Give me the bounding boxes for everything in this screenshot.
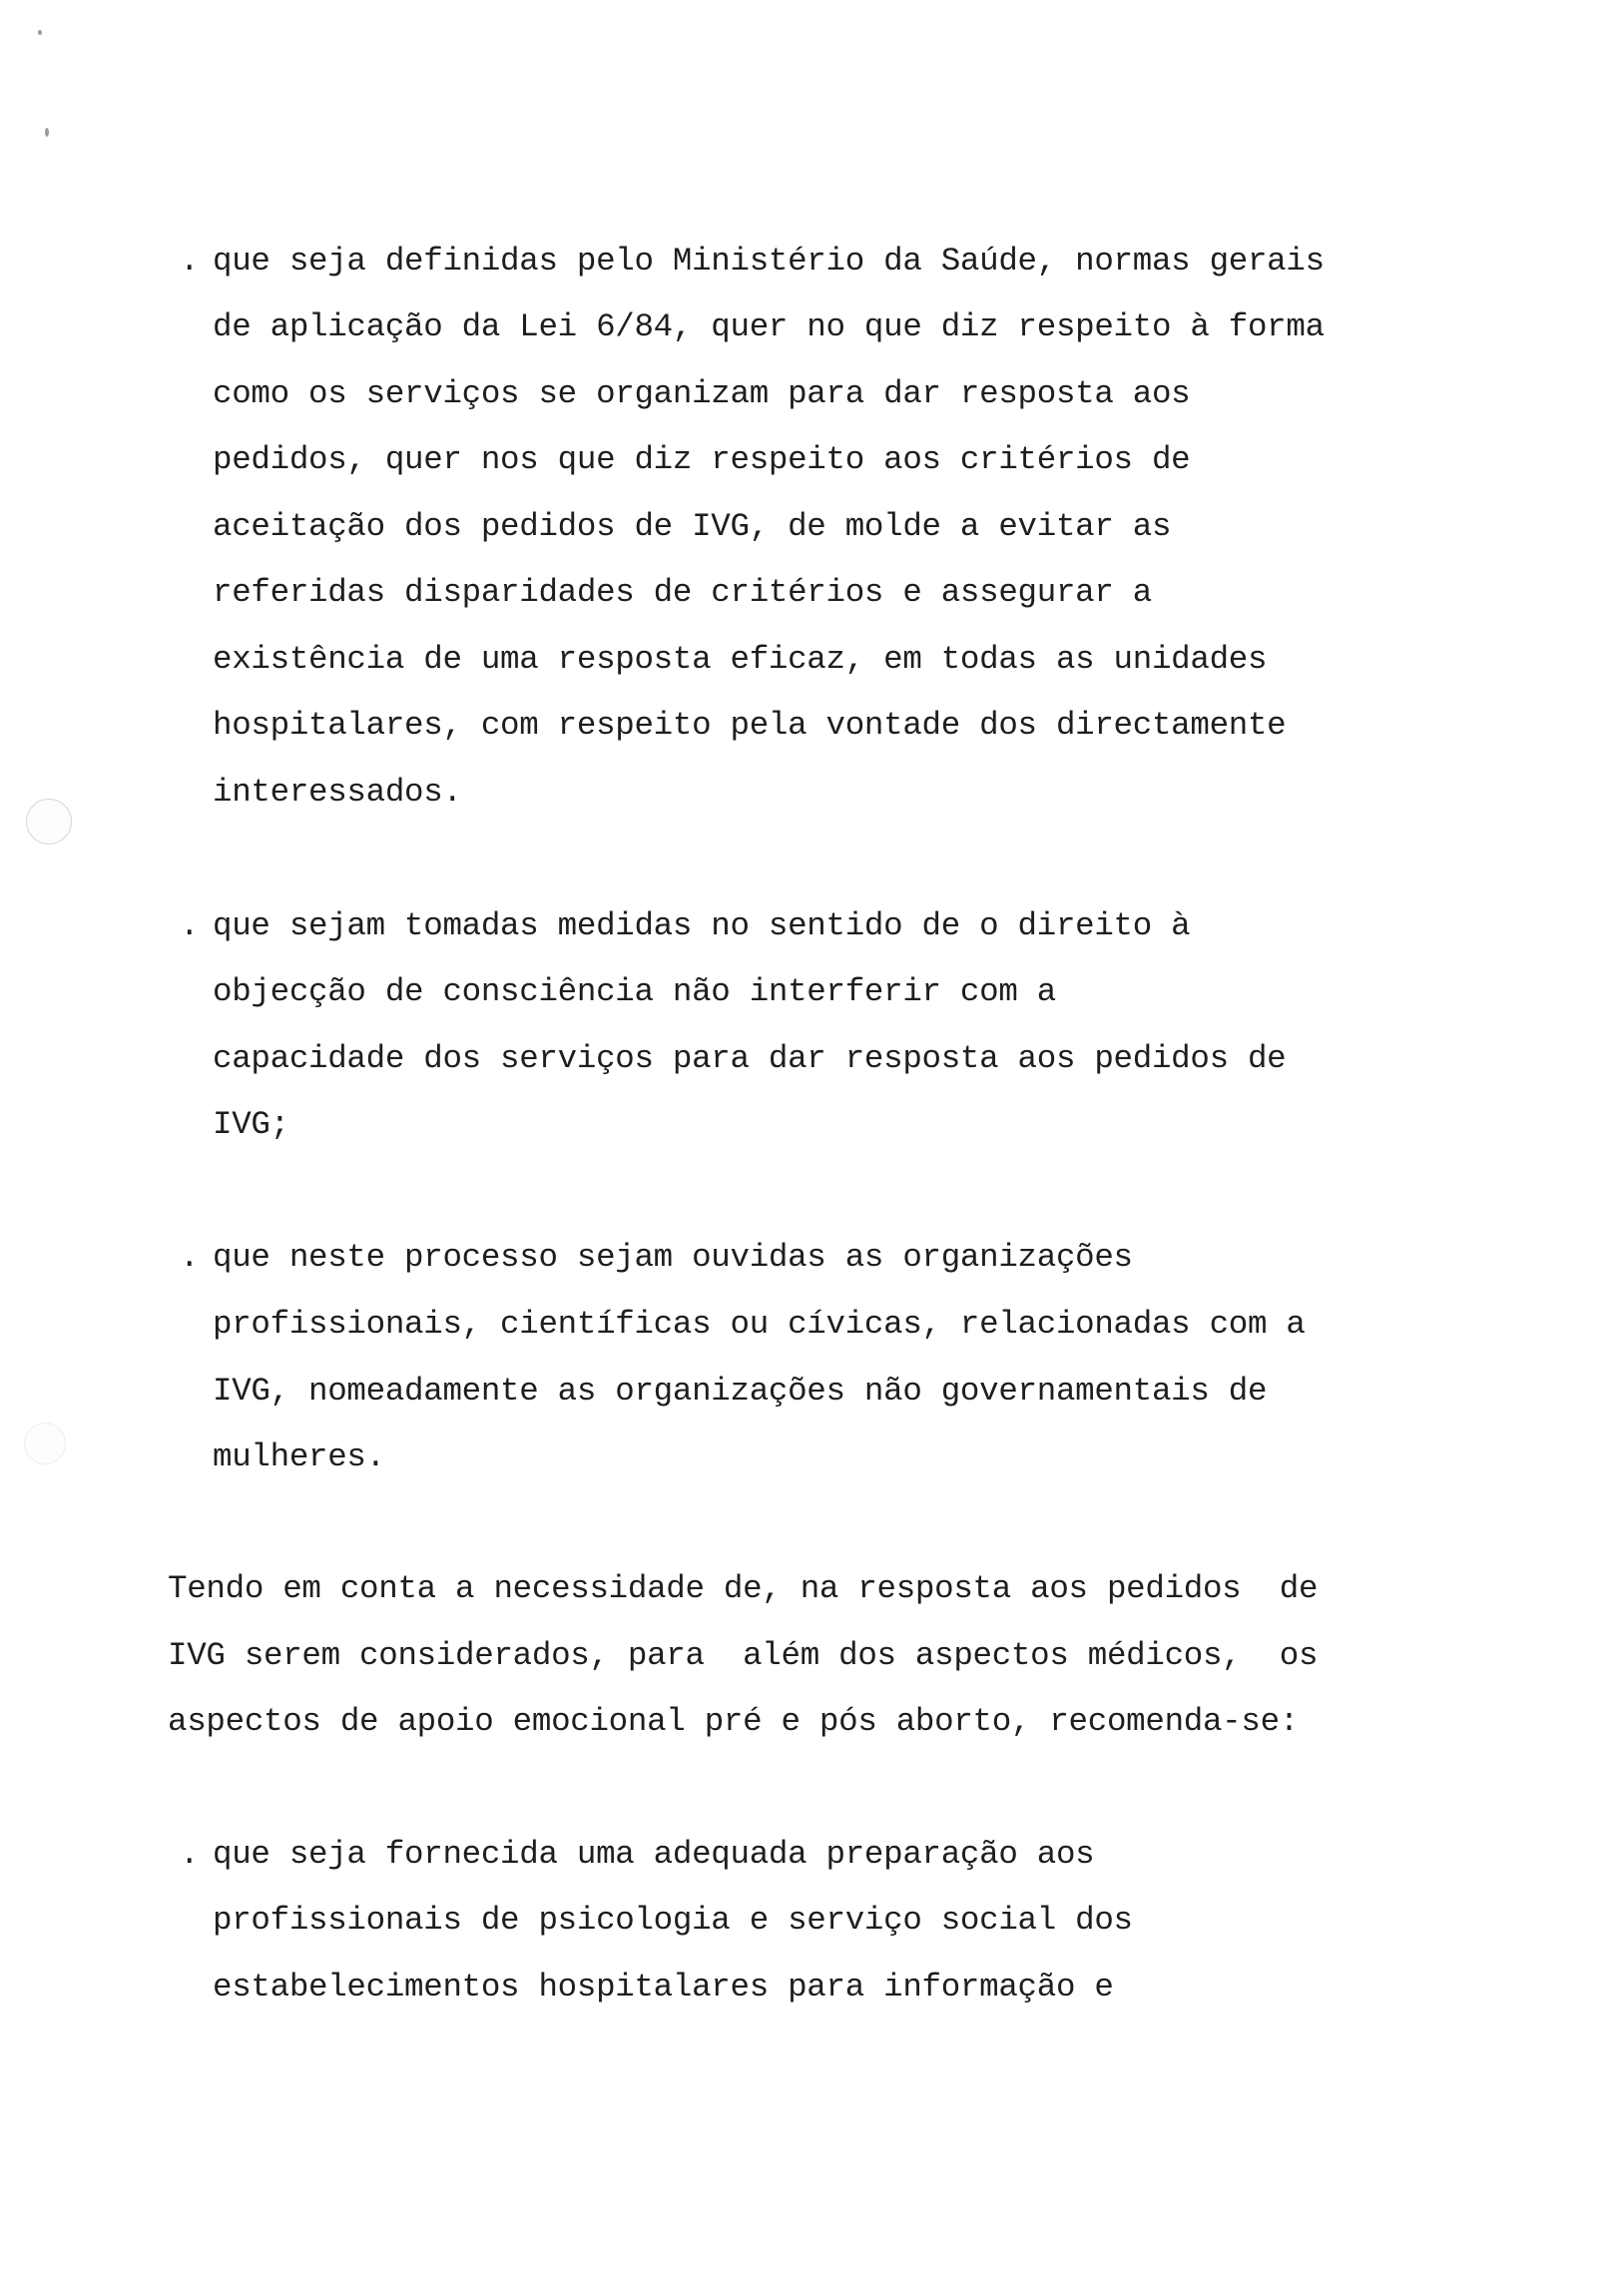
text-line: que seja definidas pelo Ministério da Saúde, normas gerais: [213, 243, 1325, 280]
text-line: interessados.: [213, 774, 462, 811]
text-line: Tendo em conta a necessidade de, na resposta aos pedidos de: [168, 1570, 1319, 1607]
bullet-marker: .: [180, 1836, 200, 1873]
text-line: de aplicação da Lei 6/84, quer no que diz respeito à forma: [213, 308, 1325, 345]
text-line: aceitação dos pedidos de IVG, de molde a evitar as: [213, 508, 1172, 545]
text-line: pedidos, quer nos que diz respeito aos critérios de: [213, 441, 1191, 478]
text-line: hospitalares, com respeito pela vontade dos directamente: [213, 707, 1287, 744]
text-line: IVG, nomeadamente as organizações não governamentais de: [213, 1373, 1268, 1410]
text-line: que seja fornecida uma adequada preparação aos: [213, 1836, 1095, 1873]
text-line: que neste processo sejam ouvidas as organizações: [213, 1239, 1133, 1276]
text-line: capacidade dos serviços para dar resposta aos pedidos de: [213, 1040, 1287, 1077]
bullet-marker: .: [180, 907, 200, 944]
text-line: IVG;: [213, 1106, 289, 1143]
text-line: objecção de consciência não interferir com a: [213, 973, 1056, 1010]
text-line: aspectos de apoio emocional pré e pós aborto, recomenda-se:: [168, 1703, 1299, 1740]
punch-hole: [24, 1423, 66, 1464]
text-line: estabelecimentos hospitalares para informação e: [213, 1969, 1114, 2006]
text-line: IVG serem considerados, para além dos aspectos médicos, os: [168, 1637, 1319, 1674]
text-line: profissionais, científicas ou cívicas, relacionadas com a: [213, 1306, 1306, 1343]
punch-hole: [26, 799, 72, 845]
bullet-marker: .: [180, 243, 200, 280]
text-line: como os serviços se organizam para dar resposta aos: [213, 375, 1191, 412]
text-line: que sejam tomadas medidas no sentido de o direito à: [213, 907, 1191, 944]
text-line: profissionais de psicologia e serviço social dos: [213, 1902, 1133, 1939]
text-line: referidas disparidades de critérios e assegurar a: [213, 574, 1152, 611]
scan-speck: [38, 30, 42, 35]
bullet-marker: .: [180, 1239, 200, 1276]
text-line: mulheres.: [213, 1438, 385, 1475]
text-line: existência de uma resposta eficaz, em todas as unidades: [213, 641, 1268, 678]
scan-speck: [45, 128, 49, 137]
